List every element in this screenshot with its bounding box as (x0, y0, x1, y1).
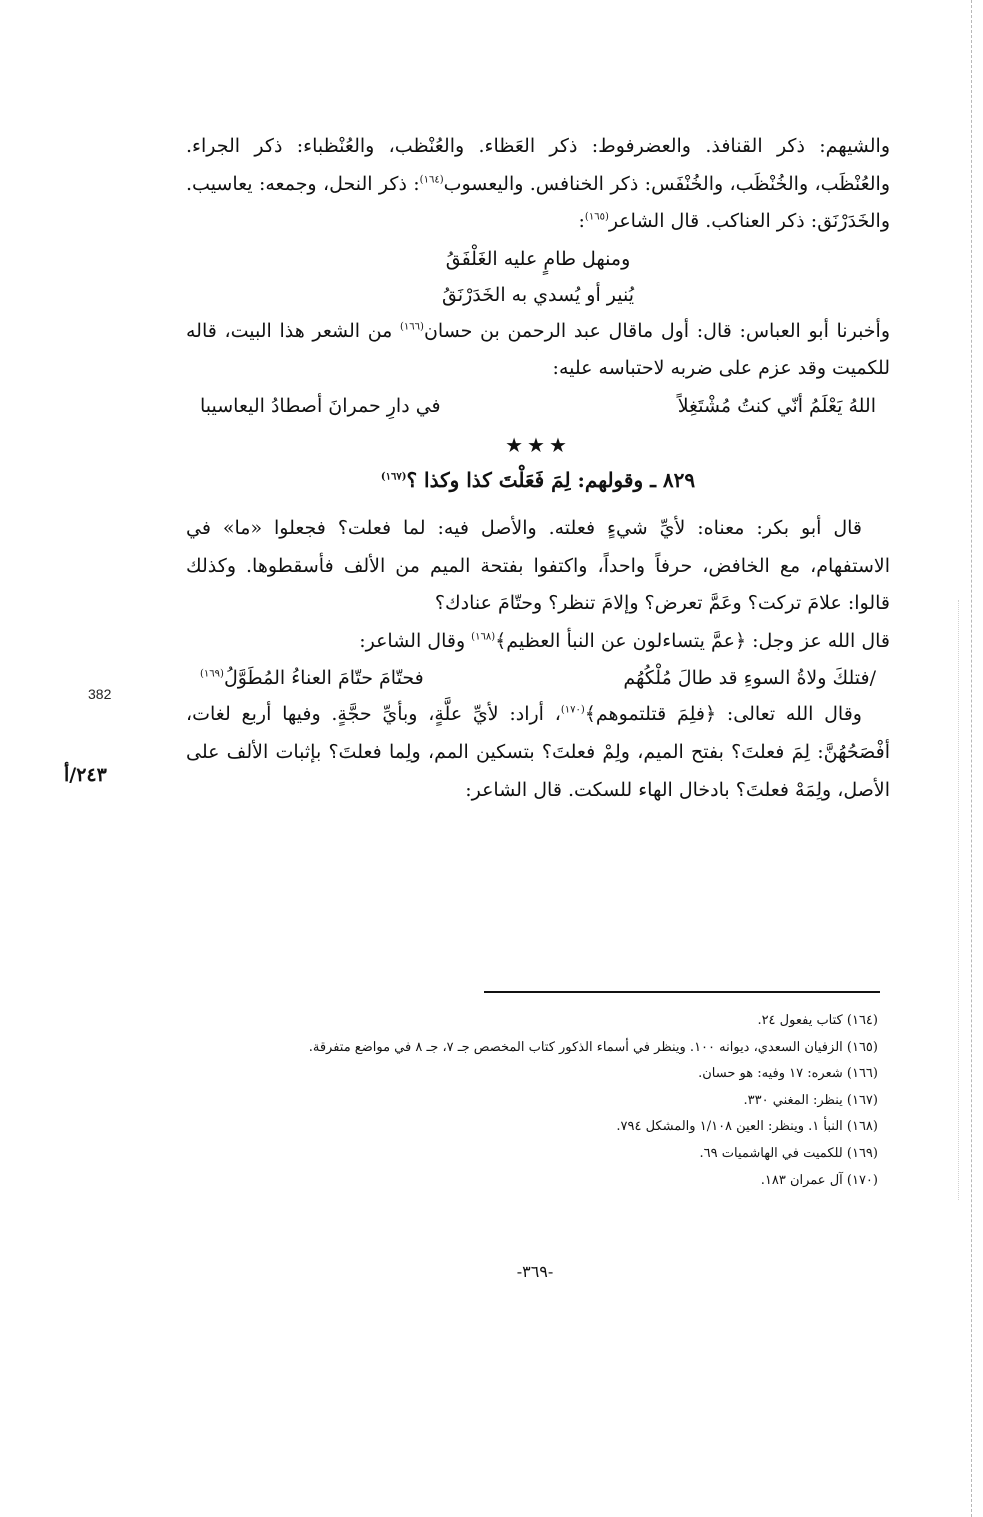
footnote-ref-164: (١٦٤) (419, 174, 444, 186)
p2-start: وأخبرنا أبو العباس: قال: أول ماقال عبد الرحمن بن حسان (423, 319, 890, 342)
footnote-ref-169: (١٦٩) (200, 669, 224, 681)
footnote-166: (١٦٦) شعره: ١٧ وفيه: هو حسان. (698, 1066, 878, 1082)
footnote-165: (١٦٥) الزفيان السعدي، ديوانه ١٠٠. وينظر في أسماء الذكور كتاب المخصص جـ ٧، جـ ٨ في مواضع متفرقة. (308, 1039, 878, 1055)
footnote-168: (١٦٨) النبأ ١. وينظر: العين ١/١٠٨ والمشكل ٧٩٤. (616, 1119, 878, 1135)
footnote-169: (١٦٩) للكميت في الهاشميات ٦٩. (699, 1145, 878, 1161)
verse-1-line-2: يُنير أو يُسدي به الخَدَرْنَقُ (441, 283, 635, 306)
paragraph-3: قال أبو بكر: معناه: لأيِّ شيءٍ فعلته. والأصل فيه: لما فعلت؟ فجعلوا «ما» في الاستفهام، مع الخافض، حرفاً واحداً، واكتفوا بفتحة الميم من الألف فأسقطوها. وكذلك قالوا: علامَ تركت؟ وعَمَّ تعرض؟ وإلامَ تنظر؟ وحتّامَ عنادك؟ (186, 516, 890, 615)
margin-page-reference: 382 (88, 686, 112, 702)
couplet-2-second-hemistich (200, 660, 424, 696)
footnote-ref-168: (١٦٨) (471, 631, 496, 643)
couplet-2-first-hemistich: /فتلكَ ولاةُ السوءِ قد طالَ مُلْكُهُم (623, 667, 876, 690)
footnote-164: (١٦٤) كتاب يفعول ٢٤. (757, 1013, 878, 1028)
section-heading (186, 460, 890, 500)
main-text-block (186, 128, 890, 809)
paragraph-2 (186, 313, 890, 388)
footnote-ref-167: (١٦٧) (380, 471, 407, 483)
p5-start: وقال الله تعالى: ﴿فلِمَ قتلتموهم﴾ (584, 703, 862, 726)
verse-1 (186, 241, 890, 313)
couplet-1-second-hemistich: في دارِ حمرانَ أصطادُ اليعاسيبا (200, 394, 441, 417)
couplet-1 (186, 388, 890, 424)
verse-1-line-1: ومنهل طامٍ عليه الغَلْفَقُ (445, 247, 631, 270)
p2-end: من الشعر هذا البيت، قاله للكميت وقد عزم على ضربه لاحتباسه عليه: (186, 319, 890, 380)
p1-line-1: والشيهم: ذكر القنافذ. والعضرفوط: ذكر العَظاء. والعُنْظب، والعُنْظباء: ذكر (254, 135, 890, 157)
footnote-167: (١٦٧) ينظر: المغني ٣٣٠. (743, 1092, 878, 1108)
scan-edge-line (971, 0, 972, 1517)
page-number: -٣٦٩- (516, 1262, 554, 1281)
footnotes-list (160, 1008, 878, 1194)
p5-end: ، أراد: لأيِّ علَّةٍ، وبأيِّ حجَّةٍ. وفيها أربع لغات، أفْصَحُهُنَّ: لِمَ فعلتَ؟ بفتح الميم، ولِمْ فعلتَ؟ بتسكين المم، ولِما فعلتَ؟ بإثبات الألف على الأصل، ولِمَهْ فعلتَ؟ بادخال الهاء للسكت. قال الشاعر: (186, 703, 890, 801)
couplet-2 (186, 660, 890, 696)
scan-edge-line-inner (958, 600, 959, 1200)
p1-line-2: الجراء. والعُنْظَب، والخُنْظَب، والخُنْفَس: ذكر الخنافس. واليعسوب (186, 135, 890, 195)
footnote-ref-170: (١٧٠) (560, 705, 585, 717)
footnote-ref-166: (١٦٦) (400, 321, 424, 333)
p1-line-2-tail: : ذكر (378, 172, 420, 195)
couplet-2-second-text: فحتّامَ حتّامَ العناءُ المُطَوَّلُ (223, 667, 424, 690)
p1-line-3-tail: : (578, 210, 585, 233)
footnote-170: (١٧٠) آل عمران ١٨٣. (760, 1172, 878, 1188)
p4-start: قال الله عز وجل: ﴿عمَّ يتساءلون عن النبأ العظيم﴾ (495, 629, 890, 652)
section-heading-text: ٨٢٩ ـ وقولهم: لِمَ فَعَلْتَ كذا وكذا ؟ (406, 467, 696, 492)
p4-end: وقال الشاعر: (359, 629, 472, 652)
section-separator-stars: ★★★ (505, 432, 571, 457)
paragraph-5 (186, 696, 890, 809)
margin-folio-reference: ٢٤٣/أ (64, 764, 107, 786)
paragraph-4 (186, 623, 890, 661)
footnote-ref-165: (١٦٥) (584, 211, 609, 223)
paragraph-1 (186, 128, 890, 241)
p1-line-3: النحل، وجمعه: يعاسيب. والخَدَرْنَق: ذكر العناكب. قال الشاعر (186, 172, 890, 233)
couplet-1-first-hemistich: اللهُ يَعْلَمُ أنّي كنتُ مُشْتَغِلاً (677, 394, 876, 417)
footnote-separator-rule (484, 991, 880, 993)
